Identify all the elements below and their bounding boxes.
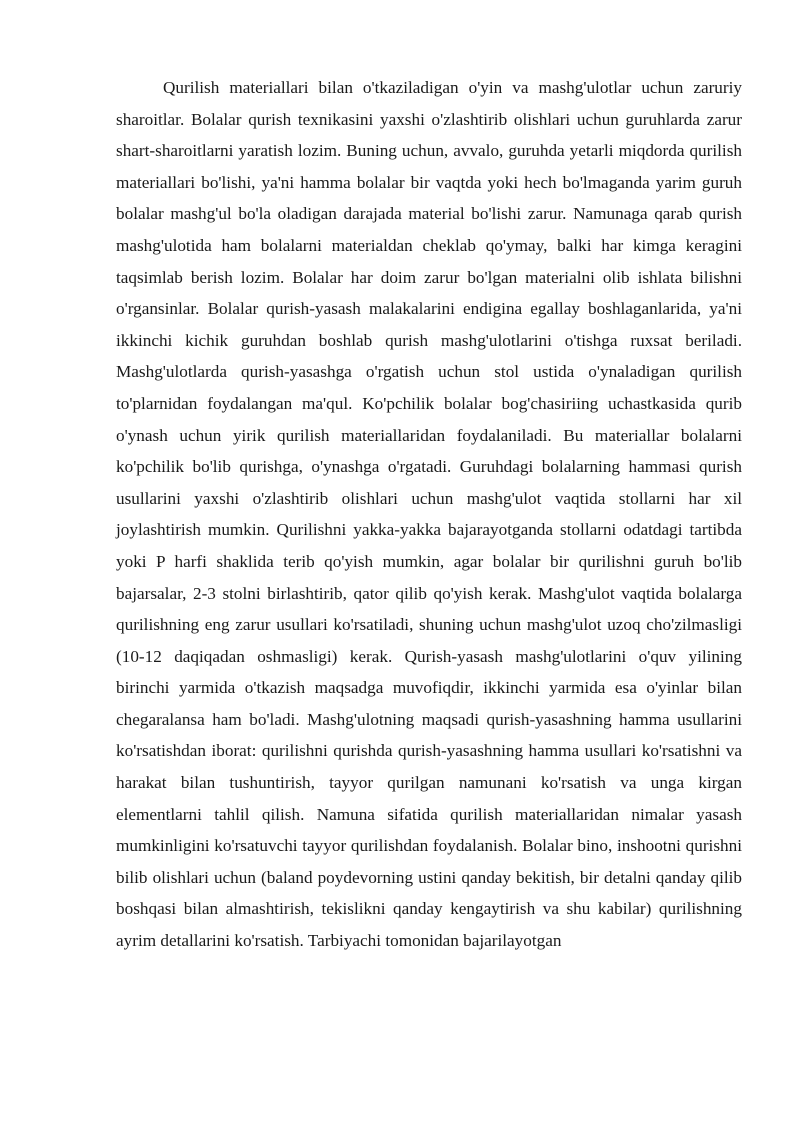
body-paragraph: Qurilish materiallari bilan o'tkaziladigan o'yin va mashg'ulotlar uchun zaruriy sharoitlar. Bolalar qurish texnikasini yaxshi o'zlashtirib olishlari uchun guruhlarda zarur shart-sharoitlarni yaratish lozim. Buning uchun, avvalo, guruhda yetarli miqdorda qurilish materiallari bo'lishi, ya'ni hamma bolalar bir vaqtda yoki hech bo'lmaganda yarim guruh bolalar mashg'ul bo'la oladigan darajada material bo'lishi zarur. Namunaga qarab qurish mashg'ulotida ham bolalarni materialdan cheklab qo'ymay, balki har kimga keragini taqsimlab berish lozim. Bolalar har doim zarur bo'lgan materialni olib ishlata bilishni o'rgansinlar. Bolalar qurish-yasash malakalarini endigina egallay boshlaganlarida, ya'ni ikkinchi kichik guruhdan boshlab qurish mashg'ulotlarini o'tishga ruxsat beriladi. Mashg'ulotlarda qurish-yasashga o'rgatish uchun stol ustida o'ynaladigan qurilish to'plarnidan foydalangan ma'qul. Ko'pchilik bolalar bog'chasiriing uchastkasida qurib o'ynash uchun yirik qurilish materiallaridan foydalaniladi. Bu materiallar bolalarni ko'pchilik bo'lib qurishga, o'ynashga o'rgatadi. Guruhdagi bolalarning hammasi qurish usullarini yaxshi o'zlashtirib olishlari uchun mashg'ulot vaqtida stollarni har xil joylashtirish mumkin. Qurilishni yakka-yakka bajarayotganda stollarni odatdagi tartibda yoki P harfi shaklida terib qo'yish mumkin, agar bolalar bir qurilishni guruh bo'lib bajarsalar, 2-3 stolni birlashtirib, qator qilib qo'yish kerak. Mashg'ulot vaqtida bolalarga qurilishning eng zarur usullari ko'rsatiladi, shuning uchun mashg'ulot uzoq cho'zilmasligi (10-12 daqiqadan oshmasligi) kerak. Qurish-yasash mashg'ulotlarini o'quv yilining birinchi yarmida o'tkazish maqsadga muvofiqdir, ikkinchi yarmida esa o'yinlar bilan chegaralansa ham bo'ladi. Mashg'ulotning maqsadi qurish-yasashning hamma usullarini ko'rsatishdan iborat: qurilishni qurishda qurish-yasashning hamma usullari ko'rsatishni va harakat bilan tushuntirish, tayyor qurilgan namunani ko'rsatish va unga kirgan elementlarni tahlil qilish. Namuna sifatida qurilish materiallaridan nimalar yasash mumkinligini ko'rsatuvchi tayyor qurilishdan foydalanish. Bolalar bino, inshootni qurishni bilib olishlari uchun (baland poydevorning ustini qanday bekitish, bir detalni qanday qilib boshqasi bilan almashtirish, tekislikni qanday kengaytirish va shu kabilar) qurilishning ayrim detallarini ko'rsatish. Tarbiyachi tomonidan bajarilayotgan bbox=[116, 78, 742, 951]
document-body bbox=[116, 72, 742, 957]
